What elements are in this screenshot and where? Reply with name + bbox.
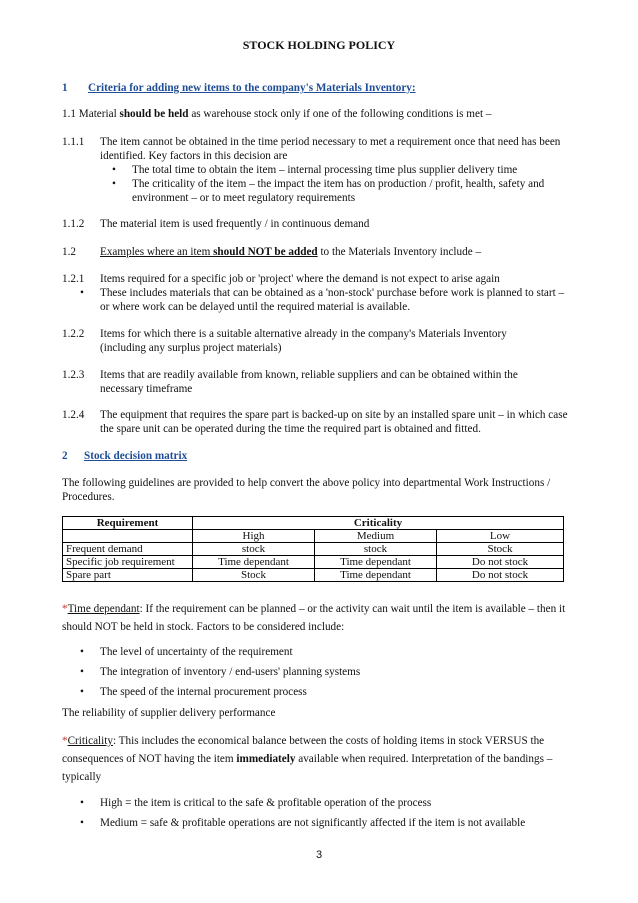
table-cell: stock [193,543,315,556]
note-text: : If the requirement can be planned – or the activity can wait until the item is available – then it should NOT be held in stock. Factors to be considered include: [62,603,566,633]
bullet-icon: • [112,164,116,176]
row-label: Frequent demand [63,543,193,556]
header-criticality: Criticality [193,517,564,530]
p111-bullets [112,163,572,205]
table-row [63,543,564,556]
bullet-icon: • [112,178,116,190]
table-cell: Do not stock [437,569,564,582]
table-cell: Do not stock [437,556,564,569]
p111-number: 1.1.1 [62,136,85,148]
note-term: Criticality [67,735,113,747]
table-cell: Time dependant [315,569,437,582]
bullet-icon: • [80,817,84,829]
paragraph-1-1 [62,107,582,121]
list-item: • Medium = safe & profitable operations are not significantly affected if the item is not available [80,813,570,833]
table-row [63,569,564,582]
section-2-title: Stock decision matrix [84,450,188,462]
table-cell: Stock [437,543,564,556]
note-text: available when required. Interpretation of the bandings – typically [62,753,553,783]
header-requirement: Requirement [63,517,193,530]
bullet-icon: • [80,646,84,658]
list-item: • The criticality of the item – the impact the item has on production / profit, health, safety and environment – or to meet regulatory requirements [112,178,545,204]
note-term: Time dependant [67,603,140,615]
bullet-icon: • [80,287,84,299]
section-2-heading [62,449,187,463]
table-cell: Time dependant [193,556,315,569]
table-level-row [63,530,564,543]
p121-number: 1.2.1 [62,273,85,285]
p124-number: 1.2.4 [62,409,85,421]
p111-text: The item cannot be obtained in the time period necessary to met a requirement once that need has been identified. Key factors in this decision are [100,136,561,162]
time-dependant-bullets [80,642,560,702]
list-item: • The integration of inventory / end-users' planning systems [80,662,560,682]
p122-number: 1.2.2 [62,328,85,340]
table-cell: Stock [193,569,315,582]
section-1-number: 1 [62,82,68,94]
p11-prefix: 1.1 Material [62,108,120,120]
note-text: : This includes the economical balance between the costs of holding items in stock VERSUS the consequences of NOT having the item [62,735,545,765]
note-bold: immediately [236,753,296,765]
bullet-icon: • [80,666,84,678]
page-number: 3 [315,849,323,861]
level-blank [63,530,193,543]
list-item: • The level of uncertainty of the requirement [80,642,560,662]
table-cell: Time dependant [315,556,437,569]
list-item: • These includes materials that can be obtained as a 'non-stock' purchase before work is planned to start – or where work can be delayed until the required material is available. [80,287,565,313]
section-1-heading [62,81,416,95]
p123-text: Items that are readily available from known, reliable suppliers and can be obtained within the necessary timeframe [100,369,518,395]
level-low: Low [437,530,564,543]
row-label: Specific job requirement [63,556,193,569]
table-cell: stock [315,543,437,556]
p12-text: Examples where an item should NOT be added to the Materials Inventory include – [100,246,482,258]
p124-text: The equipment that requires the spare part is backed-up on site by an installed spare unit – in which case the spare unit can be operated during the time the required part is obtained and fitted. [100,409,568,435]
p123-number: 1.2.3 [62,369,85,381]
level-medium: Medium [315,530,437,543]
p112-text: The material item is used frequently / in continuous demand [100,218,370,230]
stock-decision-matrix [62,516,564,582]
list-item: • The speed of the internal procurement process [80,682,560,702]
bullet-icon: • [80,797,84,809]
p121-text: Items required for a specific job or 'project' where the demand is not expect to arise again [100,273,500,285]
section-2-number: 2 [62,450,68,462]
level-high: High [193,530,315,543]
note-star: * [62,603,68,615]
list-item: • The total time to obtain the item – internal processing time plus supplier delivery time [112,164,518,176]
table-header-row [63,517,564,530]
p11-bold: should be held [119,108,189,120]
criticality-note [62,732,582,786]
row-label: Spare part [63,569,193,582]
p12-number: 1.2 [62,246,76,258]
note-star: * [62,735,68,747]
reliability-line: The reliability of supplier delivery performance [62,707,276,719]
criticality-bullets [80,793,570,833]
document-title: STOCK HOLDING POLICY [242,38,396,52]
p122-text: Items for which there is a suitable alternative already in the company's Materials Inventory (including any surplus project materials) [100,328,507,354]
p112-number: 1.1.2 [62,218,85,230]
p121-bullets [80,286,570,314]
p11-suffix: as warehouse stock only if one of the following conditions is met – [188,108,492,120]
table-row [63,556,564,569]
section-2-intro: The following guidelines are provided to help convert the above policy into departmental Work Instructions / Procedures. [62,477,551,503]
list-item: • High = the item is critical to the safe & profitable operation of the process [80,793,570,813]
time-dependant-note [62,600,580,636]
bullet-icon: • [80,686,84,698]
section-1-title: Criteria for adding new items to the company's Materials Inventory: [88,82,416,94]
